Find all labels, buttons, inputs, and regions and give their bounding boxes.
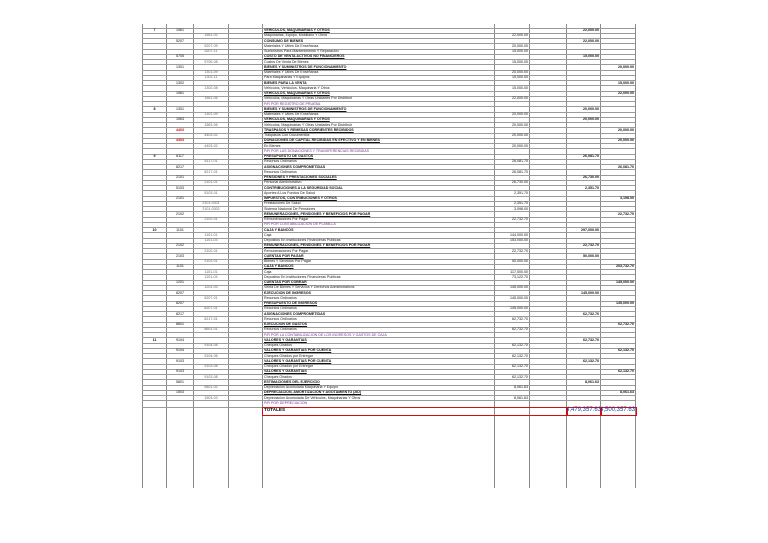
- account-name: Caja: [264, 269, 272, 274]
- account-code: 8207: [176, 290, 184, 295]
- account-name: Recursos Ordinarios: [264, 295, 297, 300]
- row-rule: [142, 369, 635, 370]
- account-name: CUENTAS POR COBRAR: [264, 280, 307, 284]
- entry-number: 9: [153, 154, 156, 158]
- amount-cell: 8,061.63: [620, 390, 634, 395]
- row-rule: [142, 290, 635, 291]
- account-code: 1101: [176, 264, 184, 269]
- amount-cell: 50,000.00: [583, 253, 599, 258]
- amount-cell: 20,000.00: [583, 106, 599, 111]
- account-name: Caja: [264, 232, 272, 237]
- account-name: Recursos Ordinarios: [264, 327, 297, 332]
- account-name: Materiales Y Utiles De Enseñanza: [264, 43, 319, 48]
- row-rule: [142, 106, 635, 107]
- account-name: Depreciacion Acumulada Maquinaria Y Equipo: [264, 385, 338, 389]
- amount-cell: 62,132.70: [618, 348, 634, 353]
- account-name: CONTRIBUCIONES A LA SEGURIDAD SOCIAL: [264, 185, 343, 190]
- amount-cell: 26,081.70: [512, 169, 528, 174]
- amount-cell: 20,000.00: [512, 122, 528, 127]
- account-name: Remuneraciones Por Pagar: [264, 248, 309, 253]
- row-rule: [142, 28, 635, 29]
- amount-cell: 20,000.00: [512, 43, 528, 48]
- account-code: 1561: [176, 28, 184, 32]
- amount-cell: 22,732.70: [512, 217, 528, 221]
- row-rule: [142, 301, 635, 302]
- account-code: 9103: [176, 369, 184, 374]
- row-rule: [142, 164, 635, 165]
- account-name: Depositos En Instituciones Financieras Publicas: [264, 274, 341, 279]
- amount-cell: 20,000.00: [583, 117, 599, 122]
- amount-cell: 26,730.00: [583, 175, 599, 179]
- column-rule: [635, 24, 636, 488]
- subaccount-code: 2101-0302: [202, 206, 220, 211]
- account-name: Personal Administrativo: [264, 180, 302, 185]
- row-rule: [142, 222, 635, 223]
- subaccount-code: 1563-06: [204, 122, 218, 127]
- account-name: DONACIONES DE CAPITAL RECIBIDAS EN EFECTIVO Y EN BIENES: [264, 138, 380, 143]
- account-name: VALORES Y GARANTIAS: [264, 369, 307, 374]
- row-rule: [142, 243, 635, 244]
- amount-cell: 20,000.00: [512, 133, 528, 137]
- amount-cell: 26,081.70: [583, 154, 599, 158]
- account-name: VALORES Y GARANTIAS POR CUENTA: [264, 348, 332, 353]
- row-rule: [142, 337, 635, 338]
- amount-cell: 15,000.00: [512, 75, 528, 80]
- amount-cell: 2,351.70: [514, 190, 528, 195]
- row-rule: [142, 322, 635, 323]
- row-rule: [142, 390, 635, 391]
- account-name: BIENES Y SUMINISTROS DE FUNCIONAMIENTO: [264, 106, 347, 111]
- amount-cell: 20,000.00: [512, 143, 528, 148]
- account-code: 2102: [176, 211, 184, 216]
- account-name: Cheques Girados por Entregar: [264, 364, 313, 368]
- account-name: Bienes Y Servicios Por Pagar: [264, 259, 312, 263]
- amount-cell: 22,000.00: [512, 96, 528, 101]
- subaccount-code: 1503-03: [204, 395, 218, 400]
- row-rule: [142, 332, 635, 333]
- amount-cell: 3,098.00: [514, 206, 528, 211]
- subaccount-code: 2103-01: [204, 259, 218, 263]
- amount-cell: 20,000.00: [512, 112, 528, 116]
- account-code: 4403: [176, 138, 184, 143]
- account-name: CAJA Y BANCOS: [264, 264, 294, 269]
- account-name: Materiales Y Utiles De Enseñanza: [264, 70, 319, 74]
- entry-description: P/R POR REGISTRO DE PRUEBA: [264, 101, 321, 106]
- account-code: 9103: [176, 358, 184, 363]
- amount-cell: 22,000.00: [618, 91, 634, 95]
- row-rule: [142, 117, 635, 118]
- amount-cell: 15,000.00: [618, 80, 634, 85]
- account-name: ASIGNACIONES COMPROMETIDAS: [264, 164, 326, 169]
- account-name: Aportes A Los Fondos De Salud: [264, 190, 315, 195]
- entry-description: P/R POR LAS DONACIONES Y TRANSFERENCIAS RECIBIDAS: [264, 148, 370, 153]
- subaccount-code: 9104-08: [204, 343, 218, 347]
- amount-cell: 22,000.00: [583, 38, 599, 43]
- subaccount-code: 1301-09: [204, 70, 218, 74]
- column-rule: [529, 24, 530, 488]
- row-rule: [142, 127, 635, 128]
- row-rule: [142, 175, 635, 176]
- amount-cell: 62,132.70: [512, 364, 528, 368]
- account-name: EJECUCION DE INGRESOS: [264, 290, 311, 295]
- amount-cell: 15,000.00: [512, 49, 528, 53]
- subaccount-code: 1101-01: [204, 232, 218, 237]
- subaccount-code: 8601-01: [204, 327, 218, 332]
- subaccount-code: 8117-01: [204, 159, 218, 164]
- account-name: Depositos En Instituciones Financieras Publicas: [264, 238, 341, 242]
- account-name: BIENES Y SUMINISTROS DE FUNCIONAMIENTO: [264, 64, 347, 69]
- row-rule: [142, 64, 635, 65]
- amount-cell: 8,061.63: [514, 385, 528, 389]
- account-name: CAJA Y BANCOS: [264, 227, 294, 232]
- total-debe: 4,479,357.63: [566, 407, 602, 413]
- subaccount-code: 9103-08: [204, 374, 218, 379]
- row-rule: [142, 54, 635, 55]
- account-name: Remuneraciones Por Pagar: [264, 217, 309, 221]
- account-code: 8217: [176, 164, 184, 169]
- amount-cell: 62,132.70: [512, 353, 528, 358]
- amount-cell: 22,732.70: [512, 248, 528, 253]
- entry-description: P/R POR DEPRECIACION: [264, 400, 308, 405]
- amount-cell: 145,000.00: [616, 280, 634, 284]
- subaccount-code: 5207-09: [204, 43, 218, 48]
- amount-cell: 22,000.00: [583, 28, 599, 32]
- account-name: Recursos Ordinarios: [264, 159, 297, 164]
- account-code: 1302: [176, 80, 184, 85]
- account-name: Depreciacion Acumulada De Vehiculos, Maquinarias Y Otros: [264, 395, 361, 400]
- account-name: Prestaciones De Salud: [264, 201, 301, 206]
- account-code: 1563: [176, 117, 184, 122]
- row-rule: [142, 148, 635, 149]
- account-name: ASIGNACIONES COMPROMETIDAS: [264, 311, 326, 316]
- account-name: TRASPASOS Y REMESAS CORRIENTES RECIBIDOS: [264, 127, 354, 132]
- subaccount-code: 1101-03: [204, 238, 218, 242]
- row-rule: [142, 101, 635, 102]
- account-code: 2103: [176, 253, 184, 258]
- account-name: VALORES Y GARANTIAS POR CUENTA: [264, 358, 332, 363]
- amount-cell: 62,132.70: [583, 358, 599, 363]
- amount-cell: 20,000.00: [618, 64, 634, 69]
- amount-cell: 62,132.70: [512, 343, 528, 347]
- row-rule: [142, 211, 635, 212]
- amount-cell: 145,000.00: [581, 290, 599, 295]
- row-rule: [142, 280, 635, 281]
- amount-cell: 50,000.00: [512, 259, 528, 263]
- subaccount-code: 5705-08: [204, 59, 218, 64]
- row-rule: [142, 379, 635, 380]
- amount-cell: 26,081.70: [512, 159, 528, 164]
- account-name: Recursos Ordinarios: [264, 306, 297, 311]
- account-name: Vehiculos, Vehiculos, Maquinaria Y Otros: [264, 85, 330, 90]
- account-code: 2102: [176, 243, 184, 248]
- row-rule: [142, 138, 635, 139]
- amount-cell: 15,000.00: [512, 59, 528, 64]
- account-name: Sistema Nacional De Pensiones: [264, 206, 316, 211]
- amount-cell: 297,000.00: [581, 227, 599, 232]
- row-rule: [142, 185, 635, 186]
- subaccount-code: 8207-01: [204, 306, 218, 311]
- subaccount-code: 8217-01: [204, 316, 218, 321]
- amount-cell: 203,732.70: [616, 264, 634, 269]
- account-name: Materiales Y Utiles De Enseñanza: [264, 112, 319, 116]
- account-name: CUENTAS POR PAGAR: [264, 253, 304, 258]
- amount-cell: 144,000.00: [510, 232, 528, 237]
- amount-cell: 145,000.00: [510, 285, 528, 290]
- entry-description: P/R POR CONTABILIZACION DE PLANILLA: [264, 222, 336, 227]
- account-name: Cheques Girados por Entregar: [264, 353, 313, 358]
- amount-cell: 26,730.00: [512, 180, 528, 185]
- entry-number: 11: [152, 337, 157, 342]
- subaccount-code: 5207-11: [204, 49, 218, 53]
- amount-cell: 20,000.00: [618, 127, 634, 132]
- subaccount-code: 4403-02: [204, 143, 218, 148]
- column-rule: [193, 24, 194, 488]
- amount-cell: 153,000.00: [510, 238, 528, 242]
- amount-cell: 145,000.00: [616, 301, 634, 305]
- account-name: Recursos Ordinarios: [264, 316, 297, 321]
- account-name: PRESUPUESTO DE INGRESOS: [264, 301, 318, 305]
- account-code: 1301: [176, 106, 184, 111]
- account-code: 5103: [176, 185, 184, 190]
- account-code: 8217: [176, 311, 184, 316]
- account-name: PRESUPUESTO DE GASTOS: [264, 154, 314, 158]
- totals-box: [262, 407, 568, 416]
- amount-cell: 62,132.70: [512, 374, 528, 379]
- amount-cell: 8,061.63: [585, 379, 599, 384]
- account-name: VALORES Y GARANTIAS: [264, 337, 307, 342]
- account-name: PENSIONES Y PRESTACIONES SOCIALES: [264, 175, 337, 179]
- amount-cell: 22,000.00: [512, 33, 528, 38]
- amount-cell: 62,732.70: [512, 327, 528, 332]
- account-code: 4403: [176, 127, 184, 132]
- account-code: 1301: [176, 64, 184, 69]
- row-rule: [142, 264, 635, 265]
- account-code: 5705: [176, 54, 184, 59]
- amount-cell: 117,000.00: [510, 269, 528, 274]
- row-rule: [142, 311, 635, 312]
- amount-cell: 15,000.00: [583, 54, 599, 59]
- account-code: 1101: [176, 227, 184, 232]
- amount-cell: 2,351.70: [514, 201, 528, 206]
- account-code: 2101: [176, 175, 184, 179]
- subaccount-code: 1301-09: [204, 112, 218, 116]
- entry-description: P/R POR LA CONTABILIZACION DE LOS INGRESOS Y GASTOS DE CAJA: [264, 332, 387, 337]
- account-code: 1503: [176, 390, 184, 395]
- subaccount-code: 2102-01: [204, 217, 218, 221]
- amount-cell: 3,198.00: [620, 196, 634, 200]
- entry-number: 8: [153, 106, 156, 111]
- subaccount-code: 9103-08: [204, 364, 218, 368]
- amount-cell: 8,061.63: [514, 395, 528, 400]
- account-name: BIENES PARA LA VENTA: [264, 80, 307, 85]
- account-name: Suministros Para Mantenimiento Y Reparacion: [264, 49, 339, 53]
- account-name: CONSUMO DE BIENES: [264, 38, 304, 43]
- row-rule: [142, 227, 635, 228]
- account-name: Vehiculos, Maquinarias Y Otras Unidades Por Distribuir: [264, 122, 352, 127]
- entry-number: 7: [153, 28, 156, 32]
- account-code: 5801: [176, 379, 184, 384]
- account-name: En Bienes: [264, 143, 281, 148]
- account-name: REMUNERACIONES, PENSIONES Y BENEFICIOS POR PAGAR: [264, 243, 371, 248]
- account-name: IMPUESTOS, CONTRIBUCIONES Y OTROS: [264, 196, 337, 200]
- amount-cell: 62,732.70: [618, 322, 634, 326]
- account-name: VEHICULOS, MAQUINARIAS Y OTROS: [264, 117, 330, 122]
- subaccount-code: 2101-01: [204, 180, 218, 185]
- column-rule: [142, 24, 143, 488]
- account-name: DEPRECIACION, AMORTIZACION Y AGOTAMIENTO (2ID): [264, 390, 362, 395]
- row-rule: [142, 348, 635, 349]
- account-name: Traspasos Con Documentos: [264, 133, 310, 137]
- subaccount-code: 4403-02: [204, 133, 218, 137]
- row-rule: [142, 358, 635, 359]
- subaccount-code: 2101-0301: [202, 201, 220, 206]
- account-code: 9104: [176, 337, 184, 342]
- amount-cell: 73,122.70: [512, 274, 528, 279]
- total-haber: 4,500,357.63: [600, 407, 636, 413]
- account-name: ESTIMACIONES DEL EJERCICIO: [264, 379, 320, 384]
- account-name: EJECUCION DE GASTOS: [264, 322, 308, 326]
- subaccount-code: 9104-06: [204, 353, 218, 358]
- amount-cell: 26,081.70: [618, 164, 634, 169]
- amount-cell: 22,732.70: [583, 243, 599, 248]
- amount-cell: 145,000.00: [510, 295, 528, 300]
- account-code: 5207: [176, 38, 184, 43]
- amount-cell: 62,732.70: [583, 337, 599, 342]
- account-code: 8117: [176, 154, 184, 158]
- entry-number: 10: [152, 227, 157, 232]
- subaccount-code: 2102-01: [204, 248, 218, 253]
- amount-cell: 20,000.00: [512, 70, 528, 74]
- amount-cell: 22,732.70: [618, 211, 634, 216]
- account-code: 1201: [176, 280, 184, 284]
- account-name: Para Maquinarias Y Equipos: [264, 75, 310, 80]
- subaccount-code: 1101-03: [204, 274, 218, 279]
- amount-cell: 2,351.70: [585, 185, 599, 190]
- row-rule: [142, 253, 635, 254]
- column-rule: [228, 24, 229, 488]
- amount-cell: 62,732.70: [512, 316, 528, 321]
- column-rule: [262, 24, 263, 488]
- subaccount-code: 1561-02: [204, 33, 218, 38]
- subaccount-code: 1561-06: [204, 96, 218, 101]
- subaccount-code: 5103-01: [204, 190, 218, 195]
- account-name: Maquinarias, Equipo, Mobiliario Y Otros: [264, 33, 328, 38]
- amount-cell: 62,732.70: [583, 311, 599, 316]
- account-name: Venta De Bienes Y Servicios Y Derechos Administrativos: [264, 285, 355, 290]
- row-rule: [142, 154, 635, 155]
- row-rule: [142, 38, 635, 39]
- account-code: 2101: [176, 196, 184, 200]
- account-name: Cheques Girados: [264, 374, 292, 379]
- account-name: REMUNERACIONES, PENSIONES Y BENEFICIOS POR PAGAR: [264, 211, 371, 216]
- subaccount-code: 1301-11: [204, 75, 218, 80]
- account-name: VEHICULOS, MAQUINARIAS Y OTROS: [264, 91, 330, 95]
- account-name: Costos De Venta De Bienes: [264, 59, 309, 64]
- amount-cell: 15,000.00: [512, 85, 528, 90]
- amount-cell: 20,000.00: [618, 138, 634, 143]
- subaccount-code: 1101-01: [204, 269, 218, 274]
- row-rule: [142, 400, 635, 401]
- account-name: COSTO DE VENTA ACTIVOS NO FINANCIEROS: [264, 54, 345, 59]
- account-code: 1561: [176, 91, 184, 95]
- account-name: Cheques Girados: [264, 343, 292, 347]
- totals-label: TOTALES: [264, 407, 286, 412]
- account-name: Recursos Ordinarios: [264, 169, 297, 174]
- subaccount-code: 8217-01: [204, 169, 218, 174]
- account-name: Vehiculos, Maquinarias Y Otras Unidades Por Distribuir: [264, 96, 352, 101]
- account-code: 9104: [176, 348, 184, 353]
- row-rule: [142, 196, 635, 197]
- amount-cell: 145,000.00: [510, 306, 528, 311]
- subaccount-code: 1201-03: [204, 285, 218, 290]
- column-rule: [494, 24, 495, 488]
- subaccount-code: 8207-01: [204, 295, 218, 300]
- amount-cell: 62,132.70: [618, 369, 634, 374]
- account-code: 8601: [176, 322, 184, 326]
- row-rule: [142, 91, 635, 92]
- subaccount-code: 1302-08: [204, 85, 218, 90]
- row-rule: [142, 80, 635, 81]
- account-name: VEHICULOS, MAQUINARIAS Y OTROS: [264, 28, 330, 32]
- account-code: 8207: [176, 301, 184, 305]
- subaccount-code: 5801-02: [204, 385, 218, 389]
